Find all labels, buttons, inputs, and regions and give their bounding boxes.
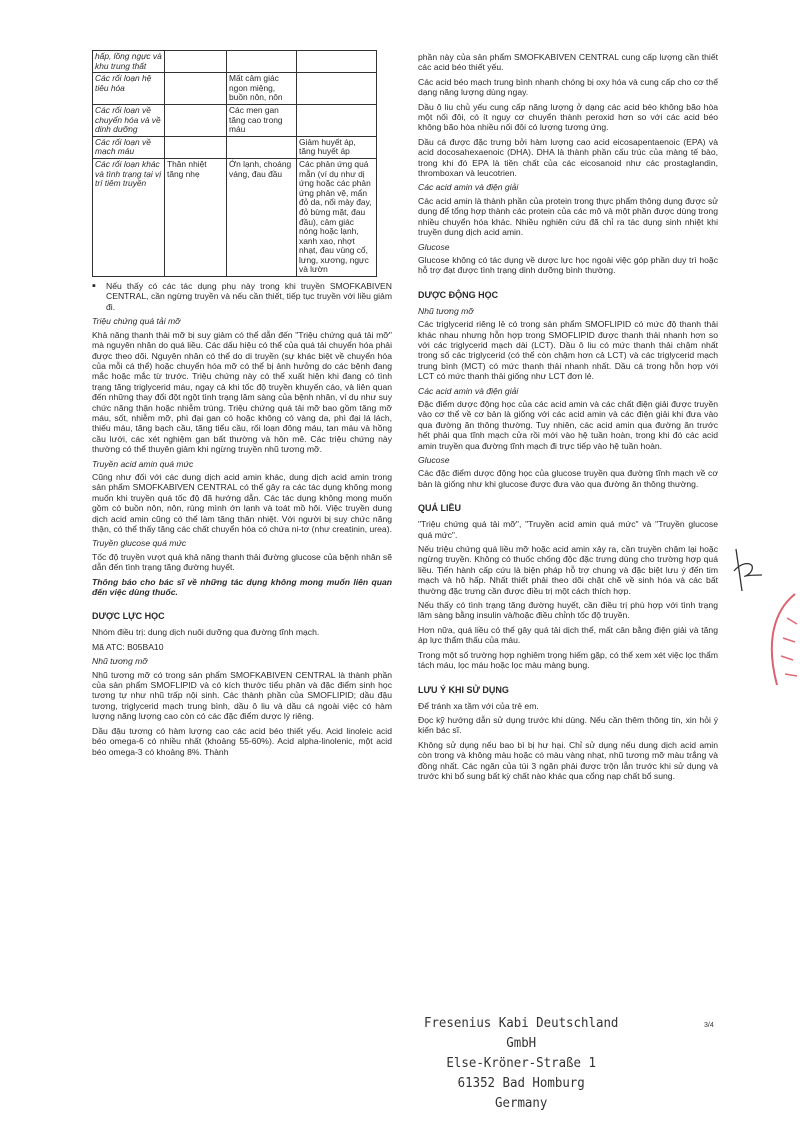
table-cell: Các rối loạn khác và tình trạng tại vị trí tiêm truyền: [93, 158, 165, 276]
table-cell: [227, 51, 297, 73]
table-cell: [297, 73, 377, 105]
table-cell: Các phản ứng quá mẫn (ví dụ như dị ứng hoặc các phản ứng phản vệ, mẩn đỏ da, nổi mày đay, đỏ bừng mặt, đau đầu), cảm giác nóng hoặc lạnh, xanh xao, nhợt nhạt, đau vùng cổ, lưng, xương, ngực và lườn: [297, 158, 377, 276]
paragraph: Nếu triệu chứng quá liều mỡ hoặc acid amin xảy ra, cần truyền chậm lại hoặc ngừng truyền. Không có thuốc chống độc đặc trưng dùng cho trường hợp quá liều. Tiến hành cấp cứu là biện pháp hỗ trợ chung và đặc biệt lưu ý đến tim mạch và hô hấp. Nhất thiết phải theo dõi chặt chẽ về sinh hóa và các bất thường đặc trưng cần được điều trị một cách thích hợp.: [418, 544, 718, 596]
paragraph: Đặc điểm dược động học của các acid amin và các chất điện giải được truyền vào cơ thể về cơ bản là giống với các acid amin và các điện giải khi đưa vào qua đường ăn thông thường. Tuy nhiên, các acid amin qua đường ăn trước hết phải qua tĩnh mạch cửa rồi mới vào hệ tuần hoàn, trong khi đó các acid amin truyền qua đường tĩnh mạch đi trực tiếp vào hệ tuần hoàn.: [418, 398, 718, 451]
address-line: Germany: [495, 1095, 548, 1111]
table-row: [93, 73, 377, 105]
table-cell: Giảm huyết áp, tăng huyết áp: [297, 136, 377, 158]
paragraph: Dầu ô liu chủ yếu cung cấp năng lượng ở dạng các acid béo không bão hòa một nối đôi, có ít nguy cơ chuyển thành peroxid hơn so với các acid béo không bão hòa nhiều nối đôi có lượng tương ứng.: [418, 101, 718, 133]
subheading: Triệu chứng quá tải mỡ: [92, 316, 181, 327]
paragraph: Hơn nữa, quá liều có thể gây quá tải dịch thể, mất cân bằng điện giải và tăng áp lực thẩm thấu của máu.: [418, 624, 718, 646]
paragraph: Trong một số trường hợp nghiêm trọng hiếm gặp, có thể xem xét việc lọc thẩm tách máu, lọc máu hoặc lọc màu màng bụng.: [418, 649, 718, 671]
bullet-mark-icon: ▪: [92, 280, 96, 293]
table-cell: Mất cảm giác ngon miệng, buồn nôn, nôn: [227, 73, 297, 105]
subheading: Glucose: [418, 241, 450, 252]
section-heading: DƯỢC LỰC HỌC: [92, 611, 165, 622]
bullet-paragraph: [92, 281, 392, 316]
subheading: Nhũ tương mỡ: [418, 305, 474, 316]
page-number: 3/4: [704, 1022, 714, 1029]
paragraph: Khả năng thanh thải mỡ bị suy giảm có thể dẫn đến "Triệu chứng quá tải mỡ" mà nguyên nhân do quá liều. Các dấu hiệu có thể của quá tải chuyển hóa phải được theo dõi. Nguyên nhân có thể do di truyền (sự khác biệt về chuyển hóa của mỗi cá thể) hoặc chuyển hóa mỡ có thể bị ảnh hưởng do các bệnh đang mắc hoặc mắc từ trước. Triệu chứng này có thể xuất hiện khi đang có tình trạng tăng triglycerid máu, ngay cả khi tốc độ truyền khuyến cáo, và liên quan đến những thay đổi đột ngột tình trạng lâm sàng của bệnh nhân, ví dụ như suy chức năng thận hoặc nhiễm trùng. Triệu chứng quá tải mỡ bao gồm tăng mỡ máu, sốt, nhiễm mỡ, phì đại gan có hoặc không có vàng da, phì đại lá lách, thiếu máu, tăng bạch cầu, tăng tiểu cầu, rối loạn đông máu, tan máu và hồng cầu lưới, các xét nghiệm gan bất thường và hôn mê. Các triệu chứng này thường có thể thuyên giảm khi ngừng truyền nhũ tương mỡ.: [92, 329, 392, 455]
table-cell: [227, 136, 297, 158]
table-cell: hấp, lồng ngực và khu trung thất: [93, 51, 165, 73]
paragraph: Glucose không có tác dụng về dược lực học ngoài việc góp phần duy trì hoặc hỗ trợ đạt được tình trạng dinh dưỡng bình thường.: [418, 254, 718, 276]
section-heading: LƯU Ý KHI SỬ DỤNG: [418, 684, 509, 695]
paragraph: Dầu đậu tương có hàm lượng cao các acid béo thiết yếu. Acid linoleic acid béo omega-6 có nhiều nhất (khoảng 55-60%). Acid alpha-linolenic, một acid béo omega-3 có khoảng 8%. Thành: [92, 725, 392, 757]
table-row: [93, 136, 377, 158]
section-heading: QUÁ LIỀU: [418, 503, 462, 514]
address-line: Fresenius Kabi Deutschland GmbH: [423, 1015, 619, 1051]
paragraph: phần này của sản phẩm SMOFKABIVEN CENTRAL cung cấp lượng cần thiết các acid béo thiết yếu.: [418, 52, 718, 73]
paragraph: Nếu thấy có các tác dụng phụ này trong khi truyền SMOFKABIVEN CENTRAL, cần ngừng truyền và nếu cần thiết, tiếp tục truyền với liều giảm đi.: [106, 281, 392, 312]
table-cell: [165, 73, 227, 105]
paragraph: Đọc kỹ hướng dẫn sử dụng trước khi dùng. Nếu cần thêm thông tin, xin hỏi ý kiến bác sĩ.: [418, 714, 718, 736]
adverse-effects-table: [92, 50, 377, 277]
right-column: [418, 52, 718, 785]
paragraph: Tốc độ truyền vượt quá khả năng thanh thải đường glucose của bệnh nhân sẽ dẫn đến tình trạng tăng đường huyết.: [92, 551, 392, 573]
paragraph: Nhóm điều trị: dung dịch nuôi dưỡng qua đường tĩnh mạch.: [92, 627, 320, 638]
table-row: [93, 51, 377, 73]
paragraph: Các đặc điểm dược động học của glucose truyền qua đường tĩnh mạch về cơ bản là giống như khi glucose được đưa vào qua đường ăn thông thường.: [418, 468, 718, 489]
table-cell: Các rối loạn về chuyển hóa và về dinh dưỡng: [93, 104, 165, 136]
red-stamp-icon: [735, 590, 800, 700]
table-cell: [165, 51, 227, 73]
paragraph: Các triglycerid riêng lẻ có trong sản phẩm SMOFLIPID có mức độ thanh thải khác nhau nhưng hỗn hợp trong SMOFLIPID được thanh thải nhanh hơn so với các triglycerid mạch dài (LCT). Dầu ô liu có mức thanh thải chậm nhất trong số các triglycerid (có thể còn chậm hơn cả LCT) và các triglycerid mạch trung bình (MCT) có mức thanh thải nhanh nhất. Dầu cá trong hỗn hợp với LCT có mức thanh thải giống như LCT đơn lẻ.: [418, 319, 718, 382]
subheading: Glucose: [418, 455, 450, 465]
table-cell: [297, 51, 377, 73]
paragraph: Để tránh xa tầm với của trẻ em.: [418, 700, 539, 711]
table-cell: Ớn lạnh, choáng váng, đau đầu: [227, 158, 297, 276]
subheading: Truyền acid amin quá mức: [92, 458, 194, 469]
paragraph: Nhũ tương mỡ có trong sản phẩm SMOFKABIVEN CENTRAL là thành phần của sản phẩm SMOFLIPID và có kích thước tiểu phân và đặc điểm sinh học tương tự như nhũ trấp nội sinh. Các thành phần của SMOFLIPID; dầu đậu tương, triglycerid mạch trung bình, dầu ô liu và dầu cá ngoài việc có hàm lượng năng lượng cao còn có các đặc điểm dược lý riêng.: [92, 669, 392, 722]
paragraph: Dầu cá được đặc trưng bởi hàm lượng cao acid eicosapentaenoic (EPA) và acid docosahexaenoic (DHA). DHA là thành phần cấu trúc của màng tế bào, trong khi đó EPA là tiền chất của các eicosanoid như các prostaglandin, thromboxan và leucotrien.: [418, 136, 718, 179]
table-cell: Các rối loạn về mạch máu: [93, 136, 165, 158]
table-cell: Các men gan tăng cao trong máu: [227, 104, 297, 136]
paragraph: Không sử dụng nếu bao bì bị hư hại. Chỉ sử dụng nếu dung dịch acid amin còn trong và không màu hoặc có màu vàng nhạt, nhũ tương mỡ màu trắng và đồng nhất. Các ngăn của túi 3 ngăn phải được trộn lẫn trước khi sử dụng và trước khi bổ sung bất kỳ chất nào khác qua cổng nạp chất bổ sung.: [418, 739, 718, 781]
handwritten-mark-icon: [728, 545, 768, 595]
paragraph: Các acid béo mạch trung bình nhanh chóng bị oxy hóa và cung cấp cho cơ thể dạng năng lượng dùng ngay.: [418, 76, 718, 98]
subheading: Nhũ tương mỡ: [92, 656, 148, 667]
paragraph: "Triệu chứng quá tải mỡ", "Truyền acid amin quá mức" và "Truyền glucose quá mức".: [418, 519, 718, 540]
table-row: [93, 158, 377, 276]
subheading: Các acid amin và điện giải: [418, 385, 519, 396]
table-cell: [165, 104, 227, 136]
table-cell: [297, 104, 377, 136]
manufacturer-address: [420, 1013, 622, 1113]
table-cell: Các rối loạn hệ tiêu hóa: [93, 73, 165, 105]
paragraph: Mã ATC: B05BA10: [92, 641, 164, 652]
left-column: [92, 50, 392, 761]
table-cell: [165, 136, 227, 158]
address-line: 61352 Bad Homburg: [457, 1075, 585, 1091]
paragraph: Cũng như đối với các dung dịch acid amin khác, dung dịch acid amin trong sản phẩm SMOFKABIVEN CENTRAL có thể gây ra các tác dụng không mong muốn khi truyền quá tốc độ đã hướng dẫn. Các tác dụng không mong muốn gồm có buồn nôn, nôn, rùng mình ớn lạnh và toát mồ hôi. Việc truyền dung dịch acid amin cũng có thể làm tăng thân nhiệt. Với người bị suy chức năng thận, có thể thấy tăng các chất chuyển hóa có chứa ni-tơ (như creatinin, urea).: [92, 471, 392, 534]
table-row: [93, 104, 377, 136]
section-heading: DƯỢC ĐỘNG HỌC: [418, 289, 499, 300]
paragraph: Nếu thấy có tình trạng tăng đường huyết, cần điều trị phù hợp với tình trạng lâm sàng bằng insulin và/hoặc điều chỉnh tốc độ truyền.: [418, 600, 718, 621]
subheading: Truyền glucose quá mức: [92, 538, 187, 549]
address-line: Else-Kröner-Straße 1: [446, 1055, 596, 1071]
subheading: Các acid amin và điện giải: [418, 182, 519, 193]
notice-text: Thông báo cho bác sĩ về những tác dụng không mong muốn liên quan đến việc dùng thuốc.: [92, 576, 392, 598]
paragraph: Các acid amin là thành phần của protein trong thực phẩm thông dụng được sử dụng để tổng hợp thành các protein của các mô và một phần được dùng trong nhiều chuyển hóa khác. Nhiều nghiên cứu đã chỉ ra tác dụng sinh nhiệt khi truyền dung dịch acid amin.: [418, 195, 718, 238]
table-cell: Thân nhiệt tăng nhẹ: [165, 158, 227, 276]
